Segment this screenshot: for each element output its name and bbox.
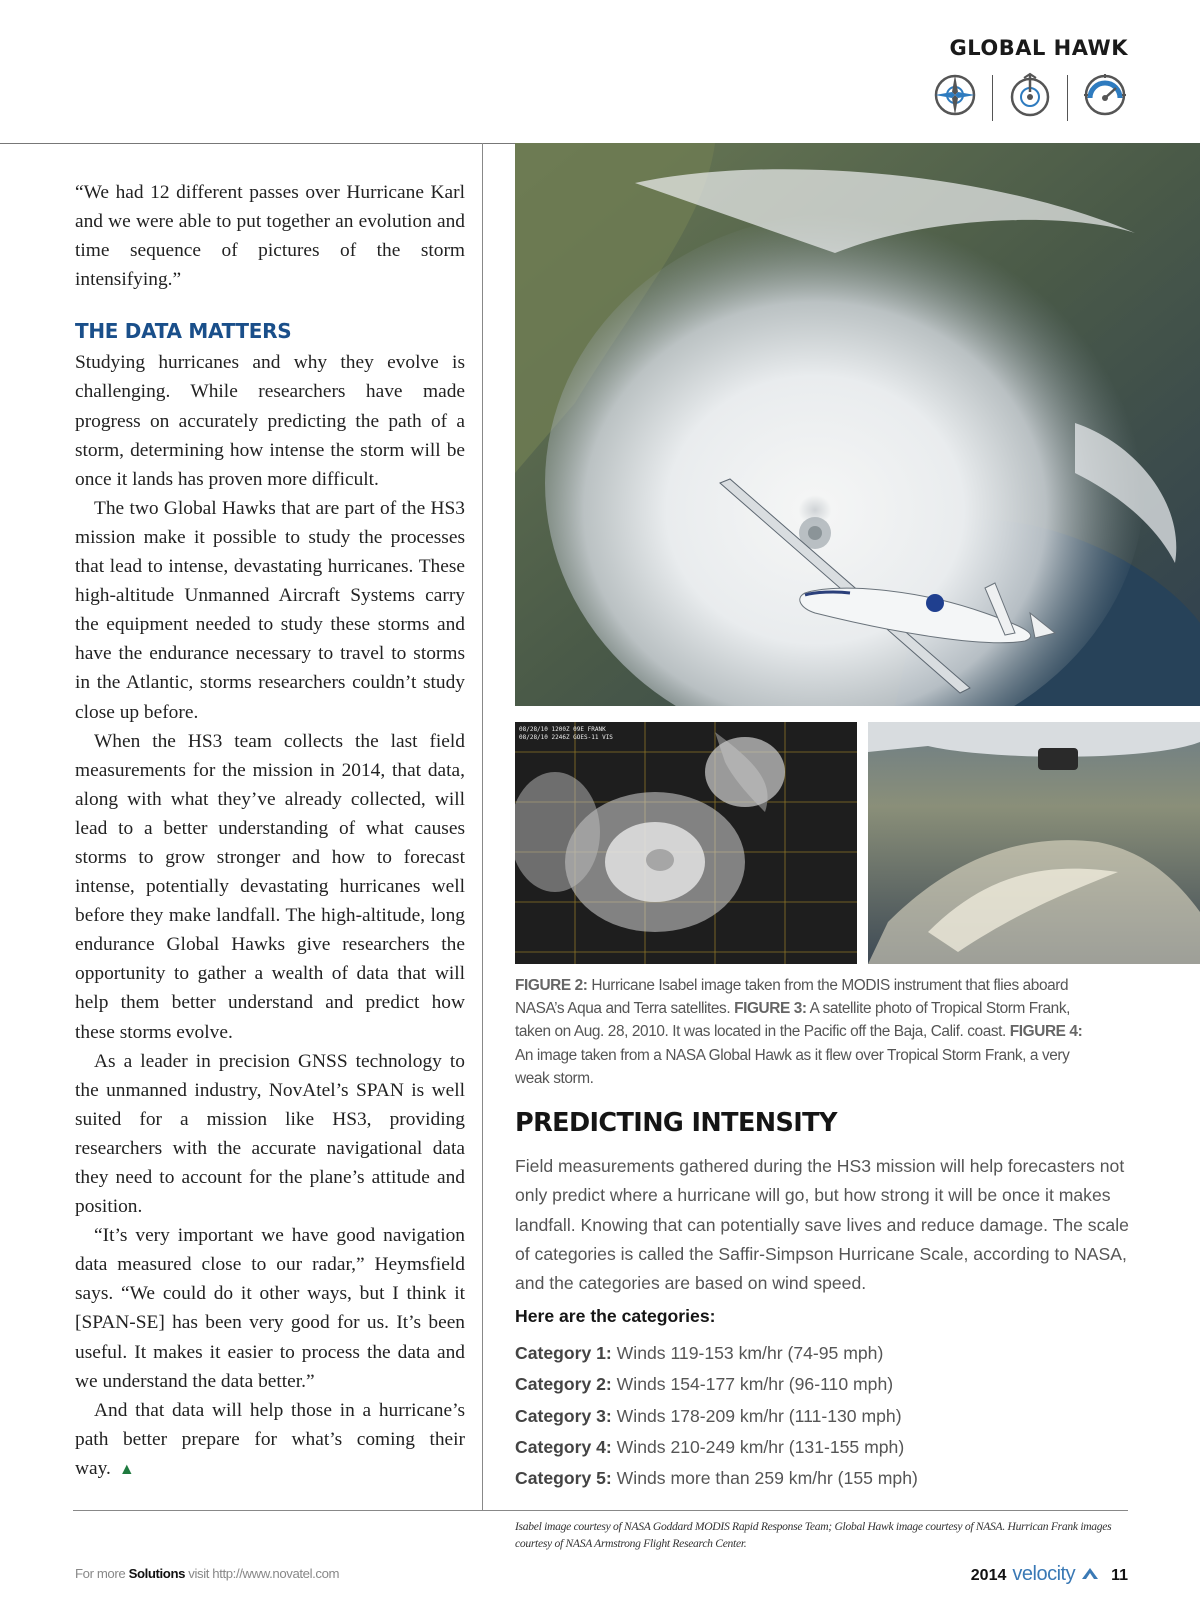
category-text: Winds 178-209 km/hr (111-130 mph) <box>611 1405 902 1426</box>
target-crosshair-icon <box>1007 72 1053 123</box>
satellite-timestamp-overlay <box>519 726 613 742</box>
category-text: Winds 119-153 km/hr (74-95 mph) <box>611 1343 884 1363</box>
satellite-timestamp-line: 08/28/10 2246Z GOES-11 VIS <box>519 734 613 741</box>
closing-text: And that data will help those in a hurricane’s path better prepare for what’s coming their way. <box>75 1399 465 1479</box>
predicting-intensity-body <box>515 1152 1145 1298</box>
caption-label: FIGURE 2: <box>515 977 588 994</box>
footer-year: 2014 <box>970 1567 1007 1584</box>
body-paragraph: When the HS3 team collects the last field measurements for the mission in 2014, that data, along with what they’ve already collected, will lead to a better understanding of what causes storms to grow stronger and how to forecast intense, potentially devastating hurricanes well before they make landfall. The high-altitude, long endurance Global Hawks give researchers the opportunity to gather a wealth of data that will help them better understand and predict how these storms evolve. <box>75 730 465 1043</box>
velocity-logo: velocity <box>1012 1563 1076 1585</box>
satellite-timestamp-line: 08/28/10 1200Z 09E FRANK <box>519 726 606 733</box>
section-title: GLOBAL HAWK <box>949 36 1128 60</box>
category-label: Category 4: <box>515 1436 612 1457</box>
caption-label: FIGURE 3: <box>734 1000 807 1018</box>
left-column <box>75 178 465 1484</box>
compass-rose-icon <box>932 72 978 123</box>
category-label: Category 1: <box>515 1343 612 1363</box>
gauge-icon <box>1082 72 1128 123</box>
categories-heading: Here are the categories: <box>515 1306 716 1326</box>
caption-text: A satellite photo of Tropical Storm Frank, taken on Aug. 28, 2010. It was located in the Pacific off the Baja, Calif. coast. <box>515 1000 1071 1041</box>
category-label: Category 3: <box>515 1405 612 1426</box>
column-divider <box>482 143 483 1510</box>
figure-2-hurricane-isabel-image <box>515 143 1200 706</box>
body-paragraph-last <box>75 1396 465 1484</box>
footer-prefix: For more <box>75 1566 129 1581</box>
image-credit: Isabel image courtesy of NASA Goddard MODIS Rapid Response Team; Global Hawk image courtesy of NASA. Hurrican Frank images courtesy of NASA Armstrong Flight Research Center. <box>515 1520 1112 1550</box>
caption-label: FIGURE 4: <box>1009 1023 1083 1041</box>
subhead-data-matters: THE DATA MATTERS <box>75 319 292 344</box>
icon-divider <box>1067 75 1068 121</box>
heading-predicting-intensity: PREDICTING INTENSITY <box>515 1108 837 1138</box>
body-paragraph: Field measurements gathered during the HS3 mission will help forecasters not only predict where a hurricane will go, but how strong it will be once it makes landfall. Knowing that can potentially save lives and reduce damage. The scale of categories is called the Saffir-Simpson Hurricane Scale, according to NASA, and the categories are based on wind speed. <box>515 1156 1129 1294</box>
category-text: Winds 154-177 km/hr (96-110 mph) <box>611 1374 894 1395</box>
opening-quote: “We had 12 different passes over Hurricane Karl and we were able to put together an evolution and time sequence of pictures of the storm intensifying.” <box>75 182 465 291</box>
footer-bold: Solutions <box>128 1566 186 1581</box>
list-item <box>515 1432 918 1463</box>
footer-link-text[interactable] <box>75 1566 339 1581</box>
body-paragraph: The two Global Hawks that are part of the HS3 mission make it possible to study the processes that lead to intense, devastating hurricanes. These high-altitude Unmanned Aircraft Systems carry the equipment needed to study these storms and have the endurance necessary to travel to storms in the Atlantic, storms researchers couldn’t study close up before. <box>75 497 465 723</box>
novatel-logo-icon <box>1081 1566 1099 1585</box>
page-number: 11 <box>1111 1567 1128 1584</box>
list-item <box>515 1401 918 1432</box>
category-label: Category 5: <box>515 1468 612 1489</box>
end-of-article-icon: ▲ <box>118 1460 135 1478</box>
body-paragraph: As a leader in precision GNSS technology to the unmanned industry, NovAtel’s SPAN is well suited for a mission like HS3, providing researchers with the accurate navigational data they need to account for the plane’s attitude and position. <box>75 1050 465 1218</box>
body-paragraph: “It’s very important we have good navigation data measured close to our radar,” Heymsfield says. “We could do it other ways, but I think it [SPAN-SE] has been very good for us. It’s been useful. It makes it easier to process the data and we understand the data better.” <box>75 1225 465 1392</box>
icon-divider <box>992 75 993 121</box>
category-text: Winds more than 259 km/hr (155 mph) <box>611 1468 918 1489</box>
body-paragraph: Studying hurricanes and why they evolve is challenging. While researchers have made progress on accurately predicting the path of a storm, determining how intense the storm will be once it lands has proven more difficult. <box>75 352 465 490</box>
caption-text: Hurricane Isabel image taken from the MODIS instrument that flies aboard NASA’s Aqua and Terra satellites. <box>515 977 1069 1018</box>
list-item <box>515 1463 918 1494</box>
footer-url[interactable]: visit http://www.novatel.com <box>185 1566 340 1581</box>
section-icon-row <box>932 72 1128 123</box>
caption-text: An image taken from a NASA Global Hawk as it flew over Tropical Storm Frank, a very weak storm. <box>515 1046 1070 1087</box>
list-item <box>515 1338 918 1369</box>
footer-rule <box>73 1510 1128 1511</box>
figure-3-tropical-storm-frank-satellite <box>515 722 857 964</box>
category-text: Winds 210-249 km/hr (131-155 mph) <box>611 1436 905 1457</box>
category-label: Category 2: <box>515 1374 612 1395</box>
figure-4-global-hawk-view <box>868 722 1200 964</box>
list-item <box>515 1369 918 1400</box>
figure-caption <box>515 974 1095 1090</box>
categories-list <box>515 1338 918 1494</box>
footer-page-info <box>971 1563 1128 1586</box>
